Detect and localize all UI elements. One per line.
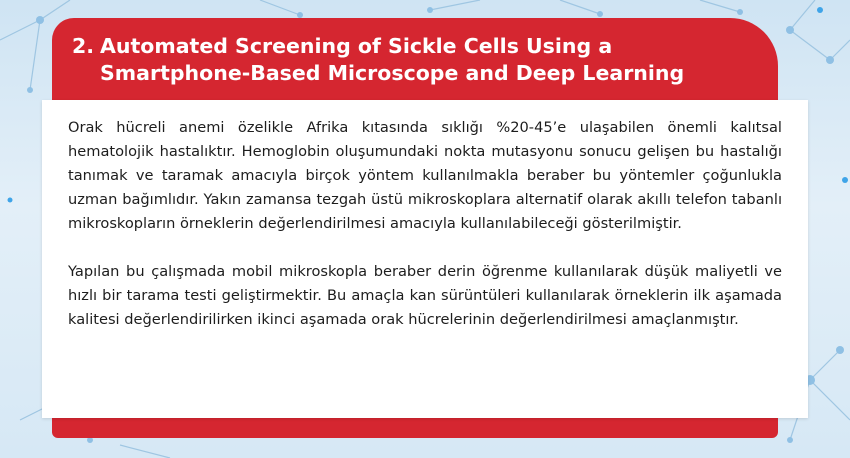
body-paragraph-2: Yapılan bu çalışmada mobil mikroskopla beraber derin öğrenme kullanılarak düşük maliyetli ve hızlı bir tarama testi geliştirmektir. Bu amaçla kan sürüntüleri kullanılarak örneklerin ilk aşamada kalitesi değerlendirilirken ikinci aşamada orak hücrelerinin değerlendirilmesi amaçlanmıştır. xyxy=(68,263,782,328)
slide-number: 2. xyxy=(72,34,95,58)
slide-title-line-2: Smartphone-Based Microscope and Deep Learning xyxy=(100,61,685,85)
slide-title-line-1: Automated Screening of Sickle Cells Using a xyxy=(100,34,613,58)
slide-title xyxy=(72,33,772,87)
body-paragraph-1: Orak hücreli anemi özelikle Afrika kıtasında sıklığı %20-45’e ulaşabilen önemli kalıtsal hematolojik hastalıktır. Hemoglobin oluşumundaki nokta mutasyonu sonucu gelişen bu hastalığı tanımak ve taramak amacıyla birçok yöntem kullanılmakla beraber bu yöntemler çoğunlukla uzman bağımlıdır. Yakın zamansa tezgah üstü mikroskoplara alternatif olarak akıllı telefon tabanlı mikroskopların örneklerin değerlendirilmesi amacıyla kullanılabileceği gösterilmiştir. xyxy=(68,119,782,232)
content-panel xyxy=(42,100,808,418)
